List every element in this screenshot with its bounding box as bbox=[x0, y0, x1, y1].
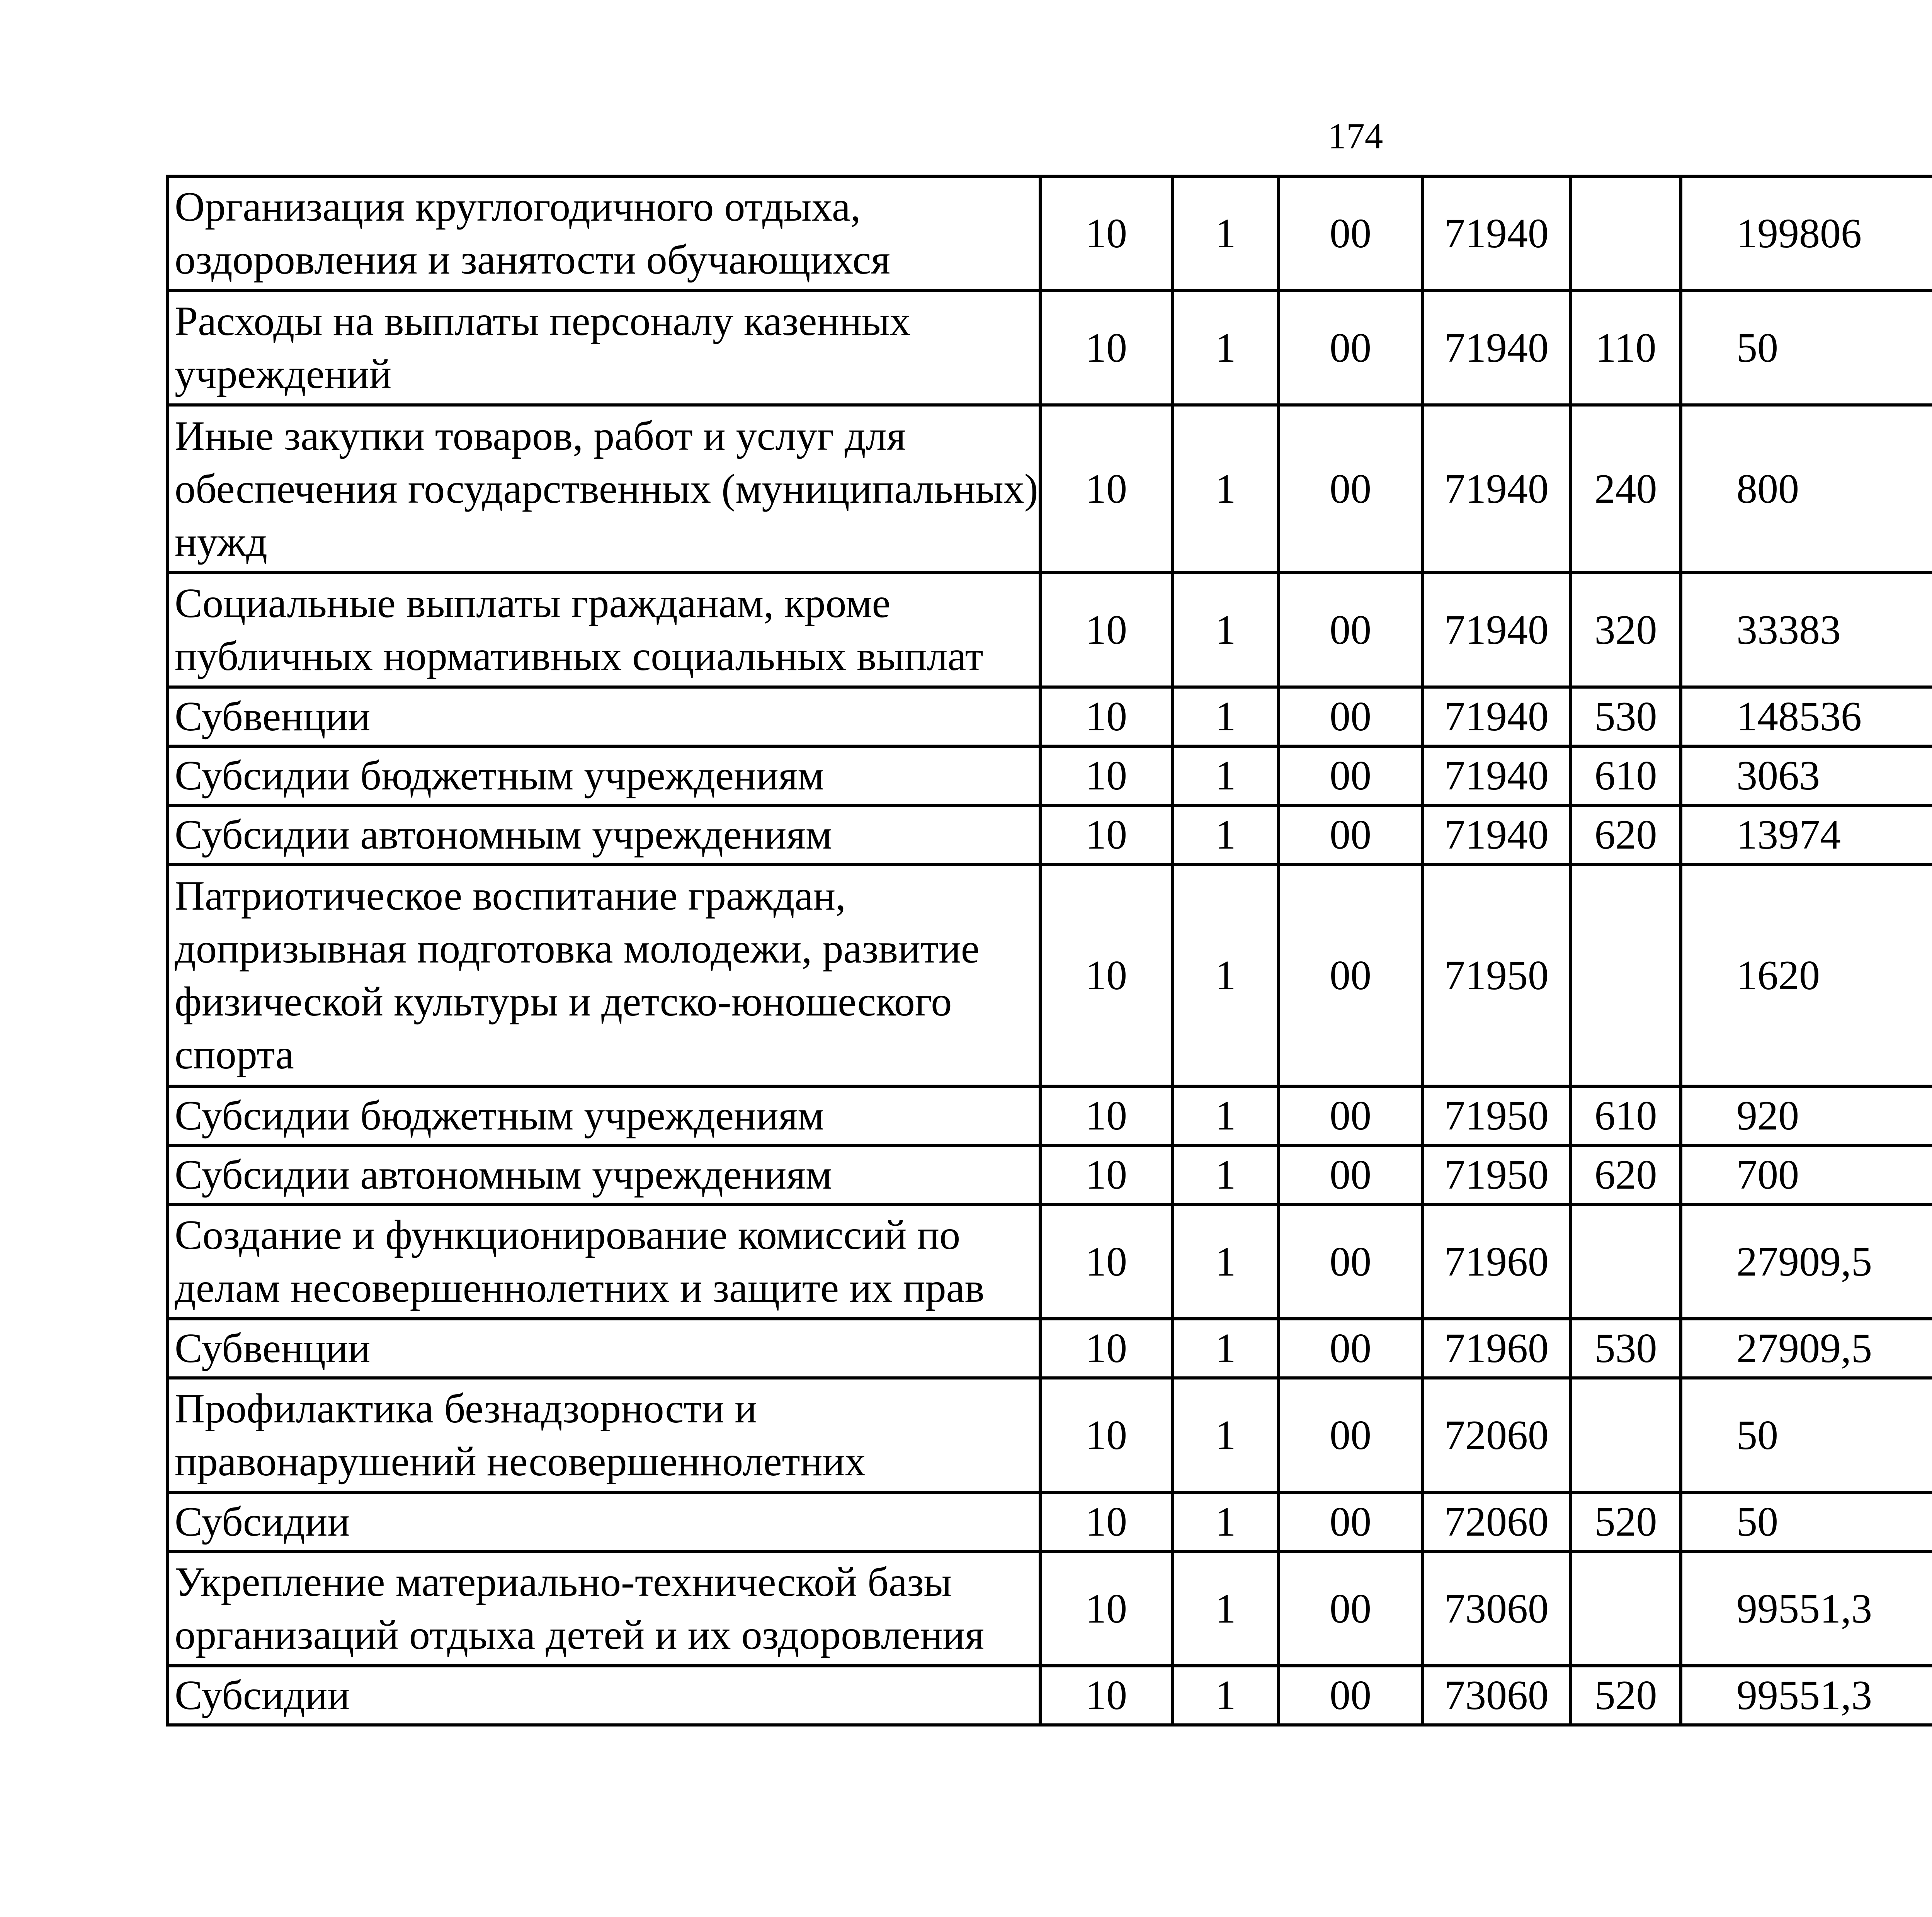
razdel-cell: 10 bbox=[1040, 176, 1172, 291]
podrazdel-cell: 1 bbox=[1172, 176, 1279, 291]
amount-year1: 99551,3 bbox=[1681, 1551, 1932, 1666]
expense-type-cell: 610 bbox=[1571, 1086, 1681, 1145]
direction-cell: 71940 bbox=[1422, 291, 1571, 405]
row-name: Субсидии автономным учреждениям bbox=[168, 1145, 1040, 1204]
row-name: Субсидии bbox=[168, 1492, 1040, 1551]
amount-year1: 148536 bbox=[1681, 687, 1932, 746]
expense-type-cell: 620 bbox=[1571, 805, 1681, 864]
razdel-cell: 10 bbox=[1040, 1551, 1172, 1666]
table-row bbox=[168, 1378, 1932, 1492]
program-cell: 00 bbox=[1279, 1204, 1422, 1319]
razdel-cell: 10 bbox=[1040, 1319, 1172, 1378]
expense-type-cell bbox=[1571, 1204, 1681, 1319]
direction-cell: 71940 bbox=[1422, 687, 1571, 746]
program-cell: 00 bbox=[1279, 573, 1422, 687]
direction-cell: 71940 bbox=[1422, 746, 1571, 805]
table-row bbox=[168, 405, 1932, 573]
table-row bbox=[168, 1666, 1932, 1725]
razdel-cell: 10 bbox=[1040, 1666, 1172, 1725]
amount-year1: 27909,5 bbox=[1681, 1319, 1932, 1378]
expense-type-cell: 530 bbox=[1571, 687, 1681, 746]
direction-cell: 71960 bbox=[1422, 1319, 1571, 1378]
table-row bbox=[168, 1086, 1932, 1145]
program-cell: 00 bbox=[1279, 1145, 1422, 1204]
table-row bbox=[168, 864, 1932, 1086]
expense-type-cell: 520 bbox=[1571, 1666, 1681, 1725]
row-name: Субсидии автономным учреждениям bbox=[168, 805, 1040, 864]
program-cell: 00 bbox=[1279, 687, 1422, 746]
direction-cell: 73060 bbox=[1422, 1551, 1571, 1666]
direction-cell: 71950 bbox=[1422, 1145, 1571, 1204]
amount-year1: 700 bbox=[1681, 1145, 1932, 1204]
program-cell: 00 bbox=[1279, 1551, 1422, 1666]
podrazdel-cell: 1 bbox=[1172, 1551, 1279, 1666]
amount-year1: 13974 bbox=[1681, 805, 1932, 864]
row-name: Иные закупки товаров, работ и услуг для обеспечения государственных (муниципальных) нужд bbox=[168, 405, 1040, 573]
amount-year1: 1620 bbox=[1681, 864, 1932, 1086]
row-name: Социальные выплаты гражданам, кроме публичных нормативных социальных выплат bbox=[168, 573, 1040, 687]
podrazdel-cell: 1 bbox=[1172, 573, 1279, 687]
table-row bbox=[168, 746, 1932, 805]
row-name: Субсидии бюджетным учреждениям bbox=[168, 746, 1040, 805]
table-row bbox=[168, 687, 1932, 746]
razdel-cell: 10 bbox=[1040, 805, 1172, 864]
direction-cell: 71960 bbox=[1422, 1204, 1571, 1319]
row-name: Укрепление материально-технической базы организаций отдыха детей и их оздоровления bbox=[168, 1551, 1040, 1666]
direction-cell: 71940 bbox=[1422, 176, 1571, 291]
podrazdel-cell: 1 bbox=[1172, 1666, 1279, 1725]
table-row bbox=[168, 1492, 1932, 1551]
direction-cell: 71940 bbox=[1422, 405, 1571, 573]
expense-type-cell bbox=[1571, 176, 1681, 291]
podrazdel-cell: 1 bbox=[1172, 687, 1279, 746]
program-cell: 00 bbox=[1279, 1492, 1422, 1551]
razdel-cell: 10 bbox=[1040, 687, 1172, 746]
program-cell: 00 bbox=[1279, 291, 1422, 405]
amount-year1: 800 bbox=[1681, 405, 1932, 573]
expense-type-cell: 320 bbox=[1571, 573, 1681, 687]
expense-type-cell: 110 bbox=[1571, 291, 1681, 405]
program-cell: 00 bbox=[1279, 1378, 1422, 1492]
direction-cell: 72060 bbox=[1422, 1378, 1571, 1492]
row-name: Расходы на выплаты персоналу казенных учреждений bbox=[168, 291, 1040, 405]
razdel-cell: 10 bbox=[1040, 291, 1172, 405]
direction-cell: 71950 bbox=[1422, 864, 1571, 1086]
program-cell: 00 bbox=[1279, 746, 1422, 805]
program-cell: 00 bbox=[1279, 1666, 1422, 1725]
expense-type-cell: 240 bbox=[1571, 405, 1681, 573]
budget-table bbox=[166, 175, 1932, 1726]
podrazdel-cell: 1 bbox=[1172, 805, 1279, 864]
podrazdel-cell: 1 bbox=[1172, 1086, 1279, 1145]
razdel-cell: 10 bbox=[1040, 405, 1172, 573]
amount-year1: 33383 bbox=[1681, 573, 1932, 687]
row-name: Субвенции bbox=[168, 1319, 1040, 1378]
row-name: Профилактика безнадзорности и правонарушений несовершеннолетних bbox=[168, 1378, 1040, 1492]
direction-cell: 72060 bbox=[1422, 1492, 1571, 1551]
razdel-cell: 10 bbox=[1040, 1204, 1172, 1319]
amount-year1: 50 bbox=[1681, 1492, 1932, 1551]
razdel-cell: 10 bbox=[1040, 746, 1172, 805]
row-name: Субсидии бюджетным учреждениям bbox=[168, 1086, 1040, 1145]
podrazdel-cell: 1 bbox=[1172, 291, 1279, 405]
program-cell: 00 bbox=[1279, 176, 1422, 291]
table-row bbox=[168, 1204, 1932, 1319]
amount-year1: 3063 bbox=[1681, 746, 1932, 805]
amount-year1: 50 bbox=[1681, 291, 1932, 405]
program-cell: 00 bbox=[1279, 864, 1422, 1086]
razdel-cell: 10 bbox=[1040, 573, 1172, 687]
podrazdel-cell: 1 bbox=[1172, 1319, 1279, 1378]
table-row bbox=[168, 1551, 1932, 1666]
row-name: Создание и функционирование комиссий по делам несовершеннолетних и защите их прав bbox=[168, 1204, 1040, 1319]
row-name: Патриотическое воспитание граждан, допризывная подготовка молодежи, развитие физической культуры и детско-юношеского спорта bbox=[168, 864, 1040, 1086]
podrazdel-cell: 1 bbox=[1172, 864, 1279, 1086]
table-row bbox=[168, 1145, 1932, 1204]
expense-type-cell: 610 bbox=[1571, 746, 1681, 805]
podrazdel-cell: 1 bbox=[1172, 1204, 1279, 1319]
razdel-cell: 10 bbox=[1040, 864, 1172, 1086]
direction-cell: 71950 bbox=[1422, 1086, 1571, 1145]
podrazdel-cell: 1 bbox=[1172, 1145, 1279, 1204]
table-row bbox=[168, 176, 1932, 291]
page-number: 174 bbox=[1328, 116, 1383, 156]
razdel-cell: 10 bbox=[1040, 1492, 1172, 1551]
row-name: Субвенции bbox=[168, 687, 1040, 746]
amount-year1: 27909,5 bbox=[1681, 1204, 1932, 1319]
podrazdel-cell: 1 bbox=[1172, 1378, 1279, 1492]
podrazdel-cell: 1 bbox=[1172, 1492, 1279, 1551]
program-cell: 00 bbox=[1279, 405, 1422, 573]
amount-year1: 199806 bbox=[1681, 176, 1932, 291]
razdel-cell: 10 bbox=[1040, 1145, 1172, 1204]
expense-type-cell bbox=[1571, 1378, 1681, 1492]
expense-type-cell: 620 bbox=[1571, 1145, 1681, 1204]
program-cell: 00 bbox=[1279, 805, 1422, 864]
expense-type-cell: 520 bbox=[1571, 1492, 1681, 1551]
program-cell: 00 bbox=[1279, 1086, 1422, 1145]
direction-cell: 71940 bbox=[1422, 573, 1571, 687]
razdel-cell: 10 bbox=[1040, 1086, 1172, 1145]
expense-type-cell bbox=[1571, 1551, 1681, 1666]
direction-cell: 73060 bbox=[1422, 1666, 1571, 1725]
podrazdel-cell: 1 bbox=[1172, 746, 1279, 805]
program-cell: 00 bbox=[1279, 1319, 1422, 1378]
direction-cell: 71940 bbox=[1422, 805, 1571, 864]
expense-type-cell: 530 bbox=[1571, 1319, 1681, 1378]
amount-year1: 50 bbox=[1681, 1378, 1932, 1492]
amount-year1: 99551,3 bbox=[1681, 1666, 1932, 1725]
row-name: Организация круглогодичного отдыха, оздоровления и занятости обучающихся bbox=[168, 176, 1040, 291]
table-row bbox=[168, 805, 1932, 864]
podrazdel-cell: 1 bbox=[1172, 405, 1279, 573]
razdel-cell: 10 bbox=[1040, 1378, 1172, 1492]
table-row bbox=[168, 291, 1932, 405]
amount-year1: 920 bbox=[1681, 1086, 1932, 1145]
expense-type-cell bbox=[1571, 864, 1681, 1086]
row-name: Субсидии bbox=[168, 1666, 1040, 1725]
table-row bbox=[168, 573, 1932, 687]
table-row bbox=[168, 1319, 1932, 1378]
